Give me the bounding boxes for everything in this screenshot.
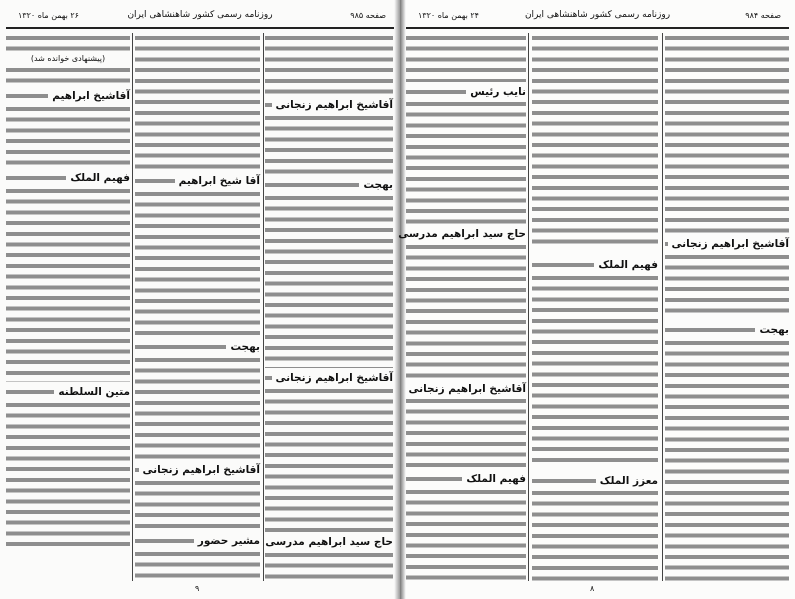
paragraph <box>265 193 393 368</box>
column-middle <box>532 33 658 581</box>
paragraph <box>665 338 789 581</box>
speaker-heading: آقاشیخ ابراهیم زنجانی <box>265 98 393 112</box>
paragraph <box>532 273 658 466</box>
speaker-heading: آقاشیخ ابراهیم زنجانی <box>135 463 260 477</box>
paragraph <box>135 33 260 171</box>
speaker-heading: آقا شیخ ابراهیم <box>135 174 260 188</box>
paragraph <box>6 400 130 550</box>
speaker-heading: فهیم الملک <box>406 473 526 487</box>
column-divider <box>132 33 133 581</box>
note: (پیشنهادی خوانده شد) <box>30 54 106 63</box>
speaker-heading: بهجت <box>265 178 393 192</box>
column-right <box>265 33 393 581</box>
paragraph <box>6 104 130 168</box>
paragraph <box>406 33 526 82</box>
speaker-heading: آقاشیخ ابراهیم زنجانی <box>408 382 526 395</box>
speaker-heading: فهیم الملک <box>6 171 130 185</box>
header-rule <box>6 27 394 29</box>
column-divider <box>263 33 264 581</box>
paragraph <box>265 113 393 175</box>
speaker-heading: آقاشیخ ابراهیم زنجانی <box>265 371 393 385</box>
paragraph <box>532 33 658 250</box>
speaker-heading: حاج سید ابراهیم مدرسی <box>265 536 393 548</box>
page-label: صفحه ۹۸۴ <box>745 11 781 20</box>
paragraph <box>406 242 526 379</box>
paragraph <box>665 33 789 234</box>
column-left <box>6 33 130 581</box>
page-header <box>408 9 787 25</box>
speaker-heading: بهجت <box>665 323 789 337</box>
right-page <box>400 0 795 599</box>
speaker-heading: حاج سید ابراهیم مدرسی <box>398 228 526 241</box>
page-label: صفحه ۹۸۵ <box>350 11 386 20</box>
issue-date: ۲۶ بهمن ماه ۱۳۲۰ <box>18 11 79 20</box>
header-rule <box>406 27 789 29</box>
speaker-heading: بهجت <box>135 340 260 354</box>
paragraph <box>265 386 393 532</box>
speaker-heading: آقاشیخ ابراهیم <box>6 89 130 103</box>
paragraph <box>665 252 789 315</box>
paragraph <box>135 355 260 461</box>
speaker-heading: فهیم الملک <box>532 258 658 272</box>
paragraph <box>135 189 260 337</box>
paragraph <box>265 33 393 95</box>
column-divider <box>528 33 529 581</box>
paragraph <box>406 396 526 469</box>
column-divider <box>662 33 663 581</box>
page-header <box>8 9 392 25</box>
speaker-heading: نایب رئیس <box>406 85 526 99</box>
paragraph <box>6 65 130 86</box>
newspaper-title: روزنامه رسمی کشور شاهنشاهی ایران <box>524 10 671 20</box>
page-number: ۹ <box>195 584 200 593</box>
paragraph <box>532 488 658 581</box>
speaker-heading: معزز الملک <box>532 474 658 488</box>
paragraph <box>265 550 393 581</box>
page-number: ۸ <box>590 584 595 593</box>
paragraph <box>406 487 526 581</box>
issue-date: ۲۴ بهمن ماه ۱۳۲۰ <box>418 11 479 20</box>
column-middle <box>135 33 260 581</box>
paragraph <box>135 549 260 581</box>
paragraph <box>6 33 130 54</box>
speaker-heading: متین السلطنه <box>6 385 130 399</box>
speaker-heading: مشیر حضور <box>135 535 260 549</box>
paragraph <box>135 478 260 531</box>
paragraph <box>6 186 130 382</box>
column-right <box>665 33 789 581</box>
paragraph <box>406 99 526 224</box>
column-left <box>398 33 526 581</box>
newspaper-title: روزنامه رسمی کشور شاهنشاهی ایران <box>127 10 273 20</box>
speaker-heading: آقاشیخ ابراهیم زنجانی <box>665 237 789 251</box>
